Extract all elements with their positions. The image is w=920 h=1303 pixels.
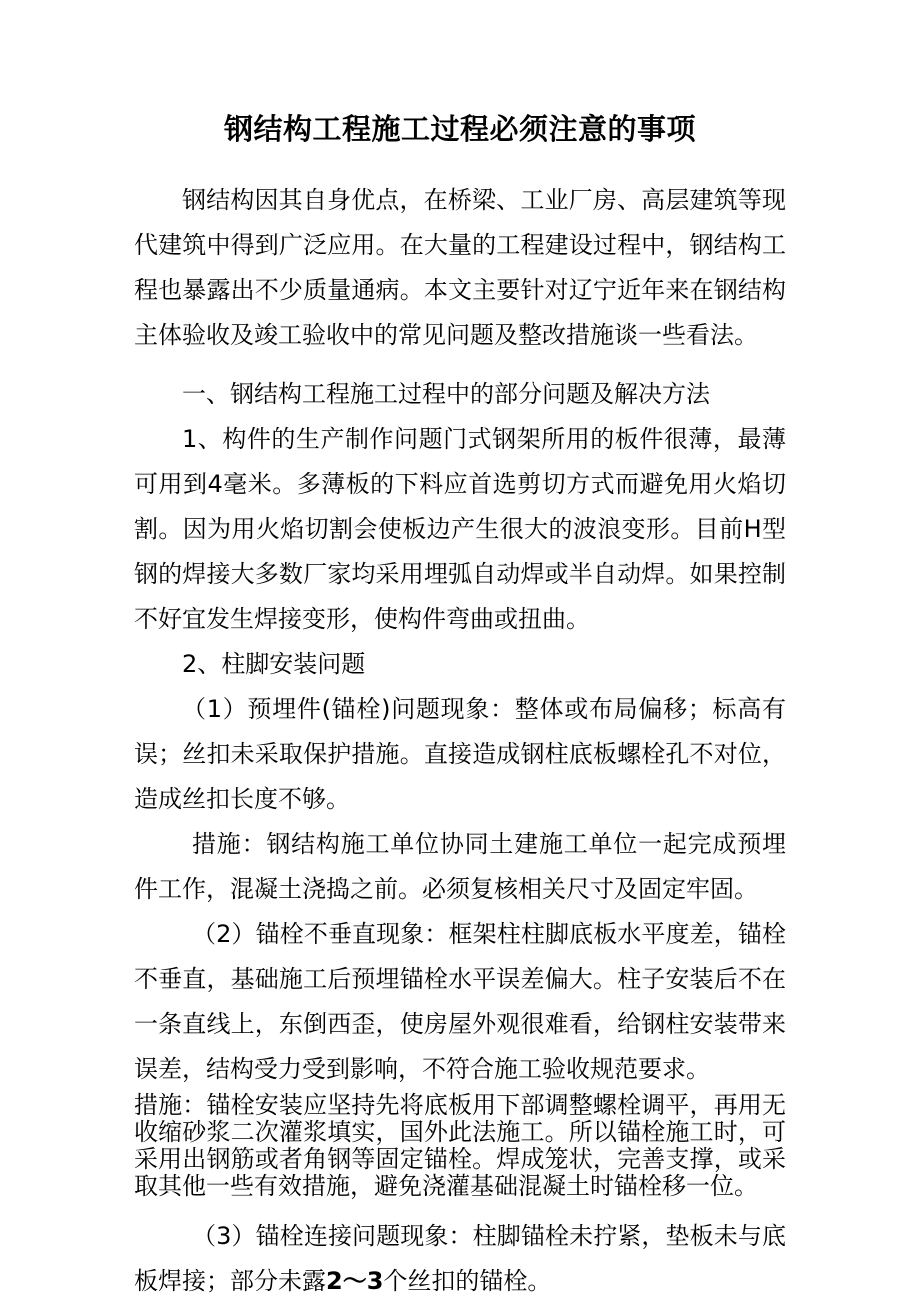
page-title: 钢结构工程施工过程必须注意的事项 — [223, 112, 696, 146]
item-2-3-text-lead: （3）锚栓连接问题现象：柱脚锚栓未拧紧，垫板未与底板焊接；部分未露 — [134, 1222, 786, 1295]
paragraph-item-2-2-measure: 措施：锚栓安装应坚持先将底板用下部调整螺栓调平，再用无收缩砂浆二次灌浆填实，国外此法施工。所以锚栓施工时，可采用出钢筋或者角钢等固定锚栓。焊成笼状，完善支撑，或采取其他一些有效措施，避免浇灌基础混凝土时锚栓移一位。 — [134, 1091, 786, 1200]
paragraph-item-2-1-measure: 措施：钢结构施工单位协同土建施工单位一起完成预埋件工作，混凝土浇捣之前。必须复核相关尺寸及固定牢固。 — [134, 830, 786, 903]
bolt-thread-range: 2～3 — [326, 1267, 384, 1295]
paragraph-item-2-1-problem: （1）预埋件(锚栓)问题现象：整体或布局偏移；标高有误；丝扣未采取保护措施。直接造成钢柱底板螺栓孔不对位，造成丝扣长度不够。 — [134, 695, 786, 813]
heading-section-one: 一、钢结构工程施工过程中的部分问题及解决方法 — [182, 380, 710, 408]
paragraph-intro: 钢结构因其自身优点，在桥梁、工业厂房、高层建筑等现代建筑中得到广泛应用。在大量的工程建设过程中，钢结构工程也暴露出不少质量通病。本文主要针对辽宁近年来在钢结构主体验收及竣工验收中的常见问题及整改措施谈一些看法。 — [134, 186, 786, 349]
paragraph-item-1: 1、构件的生产制作问题门式钢架所用的板件很薄，最薄可用到4毫米。多薄板的下料应首选剪切方式而避免用火焰切割。因为用火焰切割会使板边产生很大的波浪变形。目前H型钢的焊接大多数厂家均采用埋弧自动焊或半自动焊。如果控制不好宜发生焊接变形，使构件弯曲或扭曲。 — [134, 425, 786, 633]
paragraph-item-2-3-problem — [134, 1214, 786, 1303]
document-body — [134, 0, 786, 1303]
paragraph-item-2-2-problem: （2）锚栓不垂直现象：框架柱柱脚底板水平度差，锚栓不垂直，基础施工后预埋锚栓水平误差偏大。柱子安装后不在一条直线上，东倒西歪，使房屋外观很难看，给钢柱安装带来误差，结构受力受到影响，不符合施工验收规范要求。 — [134, 920, 786, 1083]
heading-item-2: 2、柱脚安装问题 — [182, 650, 366, 678]
item-2-3-text-tail: 个丝扣的锚栓。 — [383, 1267, 552, 1295]
